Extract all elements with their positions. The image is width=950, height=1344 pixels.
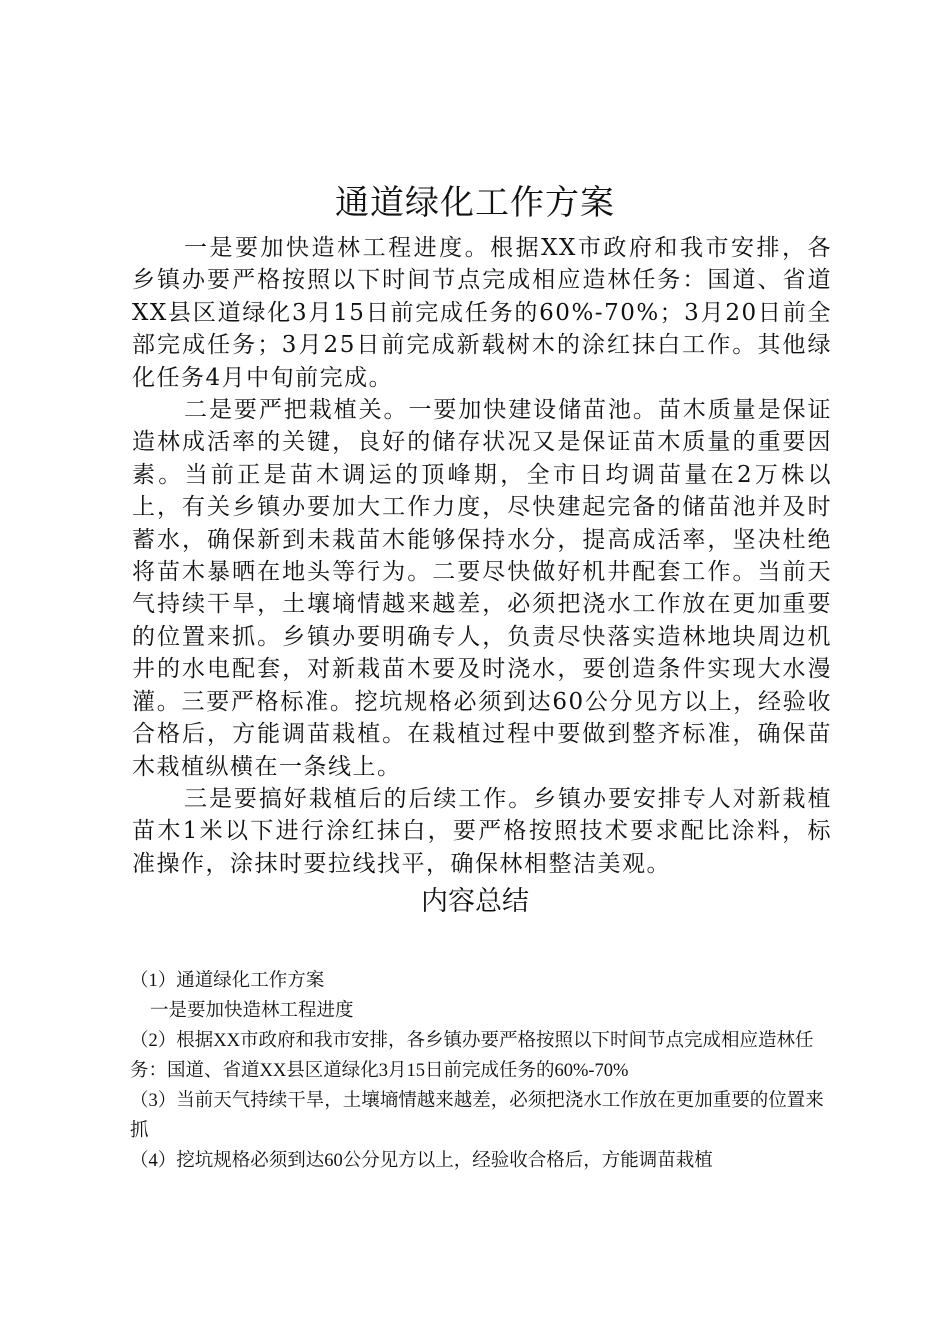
summary-list bbox=[130, 966, 830, 1176]
document-title: 通道绿化工作方案 bbox=[335, 183, 615, 223]
summary-item-2: （2）根据XX市政府和我市安排，各乡镇办要严格按照以下时间节点完成相应造林任务：国道、省道XX县区道绿化3月15日前完成任务的60%-70% bbox=[130, 1031, 814, 1081]
summary-heading: 内容总结 bbox=[421, 886, 529, 917]
summary-item-1-sub: 一是要加快造林工程进度 bbox=[150, 1001, 354, 1021]
summary-item-3: （3）当前天气持续干旱，土壤墒情越来越差，必须把浇水工作放在更加重要的位置来抓 bbox=[130, 1091, 824, 1141]
body-paragraph-3: 三是要搞好栽植后的后续工作。乡镇办要安排专人对新栽植苗木1米以下进行涂红抹白，要严格按照技术要求配比涂料，标准操作，涂抹时要拉线找平，确保林相整洁美观。 bbox=[132, 785, 832, 877]
summary-item-1: （1）通道绿化工作方案 bbox=[130, 971, 325, 991]
document-body bbox=[132, 232, 832, 880]
summary-item-4: （4）挖坑规格必须到达60公分见方以上，经验收合格后，方能调苗栽植 bbox=[130, 1151, 713, 1171]
body-paragraph-2: 二是要严把栽植关。一要加快建设储苗池。苗木质量是保证造林成活率的关键，良好的储存状况又是保证苗木质量的重要因素。当前正是苗木调运的顶峰期，全市日均调苗量在2万株以上，有关乡镇办要加大工作力度，尽快建起完备的储苗池并及时蓄水，确保新到未栽苗木能够保持水分，提高成活率，坚决杜绝将苗木暴晒在地头等行为。二要尽快做好机井配套工作。当前天气持续干旱，土壤墒情越来越差，必须把浇水工作放在更加重要的位置来抓。乡镇办要明确专人，负责尽快落实造林地块周边机井的水电配套，对新栽苗木要及时浇水，要创造条件实现大水漫灌。三要严格标准。挖坑规格必须到达60公分见方以上，经验收合格后，方能调苗栽植。在栽植过程中要做到整齐标准，确保苗木栽植纵横在一条线上。 bbox=[132, 397, 832, 780]
body-paragraph-1: 一是要加快造林工程进度。根据XX市政府和我市安排，各乡镇办要严格按照以下时间节点完成相应造林任务：国道、省道XX县区道绿化3月15日前完成任务的60%-70%；3月20日前全部完成任务；3月25日前完成新载树木的涂红抹白工作。其他绿化任务4月中旬前完成。 bbox=[132, 235, 832, 391]
